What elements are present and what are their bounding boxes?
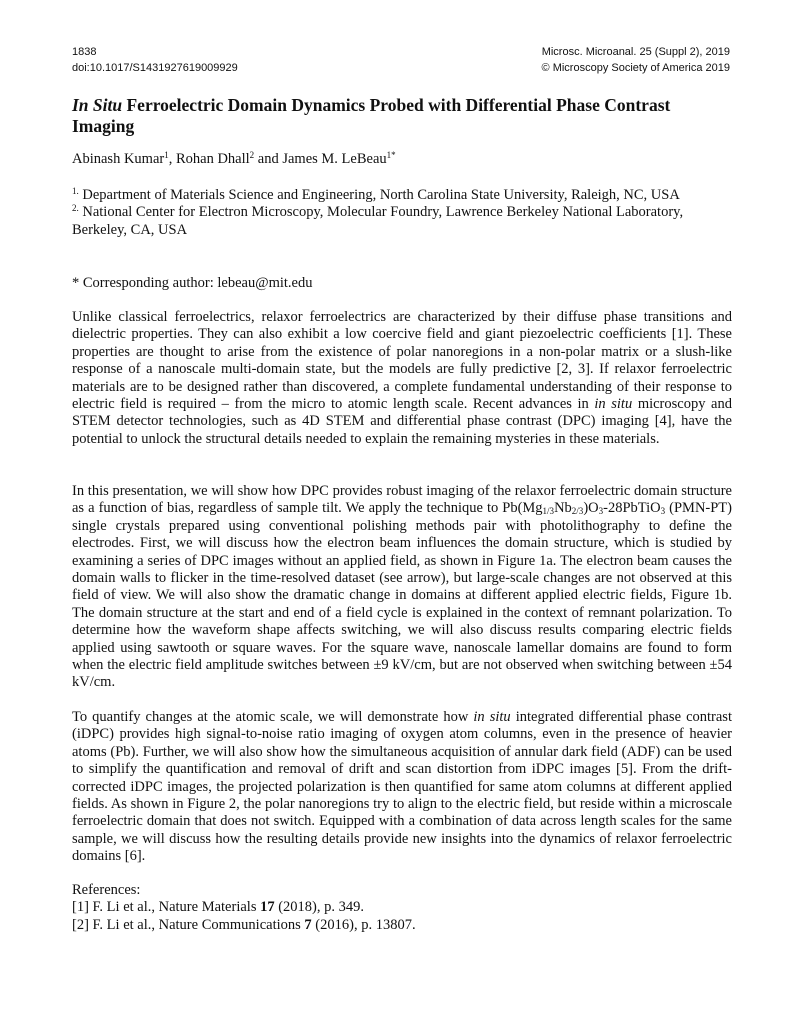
script-text: 1/3	[542, 506, 555, 517]
script-text: 2.	[72, 203, 79, 214]
paragraph-3	[72, 709, 732, 866]
doi: doi:10.1017/S1431927619009929	[72, 62, 238, 74]
text-run: , Rohan Dhall	[168, 151, 250, 167]
italic-text: in situ	[594, 396, 633, 413]
text-run: (2018), p. 349.	[274, 899, 365, 916]
text-run: Unlike classical ferroelectrics, relaxor ferroelectrics are characterized by their diffuse phase transitions and dielectric properties. They can also exhibit a low coercive field and giant piezoelectric coefficients [1]. These properties are thought to arise from the existence of polar nanoregions in a non-polar matrix or a slush-like response of a nanoscale multi-domain state, but the models are fully predictive [2, 3]. If relaxor ferroelectric materials are to be designed rather than discovered, a complete fundamental understanding of their response to electric field is required – from the micro to atomic length scale. Recent advances in	[72, 309, 732, 413]
script-text: 3	[598, 506, 604, 517]
references	[72, 882, 732, 934]
journal-citation: Microsc. Microanal. 25 (Suppl 2), 2019	[541, 46, 730, 58]
paragraph-2	[72, 483, 732, 692]
affiliation-1	[72, 187, 732, 204]
title-rest: Ferroelectric Domain Dynamics Probed with Differential Phase Contrast Imaging	[72, 95, 671, 136]
affiliation-2	[72, 204, 732, 239]
text-run: National Center for Electron Microscopy, Molecular Foundry, Lawrence Berkeley National Laboratory, Berkeley, CA, USA	[72, 204, 684, 238]
text-run: Department of Materials Science and Engineering, North Carolina State University, Raleigh, NC, USA	[78, 187, 680, 203]
script-text: 2/3	[571, 506, 584, 517]
text-run: To quantify changes at the atomic scale, we will demonstrate how	[72, 709, 474, 725]
affiliations	[72, 187, 732, 239]
paper-title	[72, 95, 732, 137]
corresponding-author: * Corresponding author: lebeau@mit.edu	[72, 275, 313, 291]
authors	[72, 151, 732, 168]
text-run: -28PbTiO	[603, 500, 661, 517]
text-run: )O	[583, 500, 599, 517]
copyright: © Microscopy Society of America 2019	[541, 62, 730, 74]
text-run: integrated differential phase contrast (iDPC) provides high signal-to-noise ratio imaging of oxygen atom columns, even in the presence of heavier atoms (Pb). Further, we will also show how the simultaneous acquisition of annular dark field (ADF) can be used to simplify the quantification and removal of drift and scan distortion from iDPC images [5]. From the drift-corrected iDPC images, the projected polarization is then quantified for same atom columns at different applied fields. As shown in Figure 2, the polar nanoregions try to align to the electric field, but reside within a microscale ferroelectric domain that does not switch. Equipped with a combination of data across length scales for the same sample, we will discuss how the resulting details provide new insights into the dynamics of relaxor ferroelectric domains [6].	[72, 709, 732, 865]
bold-text: 17	[260, 899, 275, 916]
bold-text: 7	[304, 916, 312, 933]
text-run: In this presentation, we will show how DPC provides robust imaging of the relaxor ferroelectric domain structure as a function of bias, regardless of sample tilt. We apply the technique to Pb(Mg	[72, 483, 732, 517]
text-run: [1] F. Li et al., Nature Materials	[72, 899, 261, 916]
header-left	[72, 44, 238, 76]
script-text: 1*	[386, 150, 396, 160]
paragraph-1	[72, 309, 732, 448]
references-heading: References:	[72, 882, 141, 898]
header-right	[542, 44, 730, 76]
text-run: (2016), p. 13807.	[311, 916, 416, 933]
text-run: Nb	[554, 500, 572, 517]
text-run: microscopy and STEM detector technologies, such as 4D STEM and differential phase contrast (DPC) imaging [4], have the potential to unlock the structural details needed to explain the remaining mysteries in these materials.	[72, 396, 732, 447]
script-text: 3	[660, 506, 666, 517]
text-run: Abinash Kumar	[72, 151, 165, 167]
reference-item	[72, 917, 732, 934]
script-text: 2	[249, 150, 255, 160]
title-italic: In Situ	[72, 95, 123, 115]
reference-item	[72, 899, 732, 916]
text-run: (PMN-PT) single crystals prepared using conventional polishing methods pair with photolithography to define the electrodes. First, we will discuss how the electron beam influences the domain structure, which is studied by examining a series of DPC images without an applied field, as shown in Figure 1a. The electron beam causes the domain walls to flicker in the time-resolved dataset (see arrow), but large-scale changes are not observed at this field of view. We will also show the dramatic change in domains at different applied electric fields, Figure 1b. The domain structure at the start and end of a field cycle is explained in the context of remnant polarization. To determine how the waveform shape affects switching, we will also discuss results comparing electric fields applied using sawtooth or square waves. For the square wave, nanoscale lamellar domains are found to form when the electric field amplitude switches between ±9 kV/cm, but are not observed when switching between ±54 kV/cm.	[72, 500, 732, 691]
text-run: [2] F. Li et al., Nature Communications	[72, 916, 305, 933]
text-run: and James M. LeBeau	[254, 151, 387, 167]
italic-text: in situ	[473, 709, 511, 725]
script-text: 1	[164, 150, 169, 160]
page-number: 1838	[72, 46, 97, 58]
script-text: 1.	[72, 186, 79, 196]
